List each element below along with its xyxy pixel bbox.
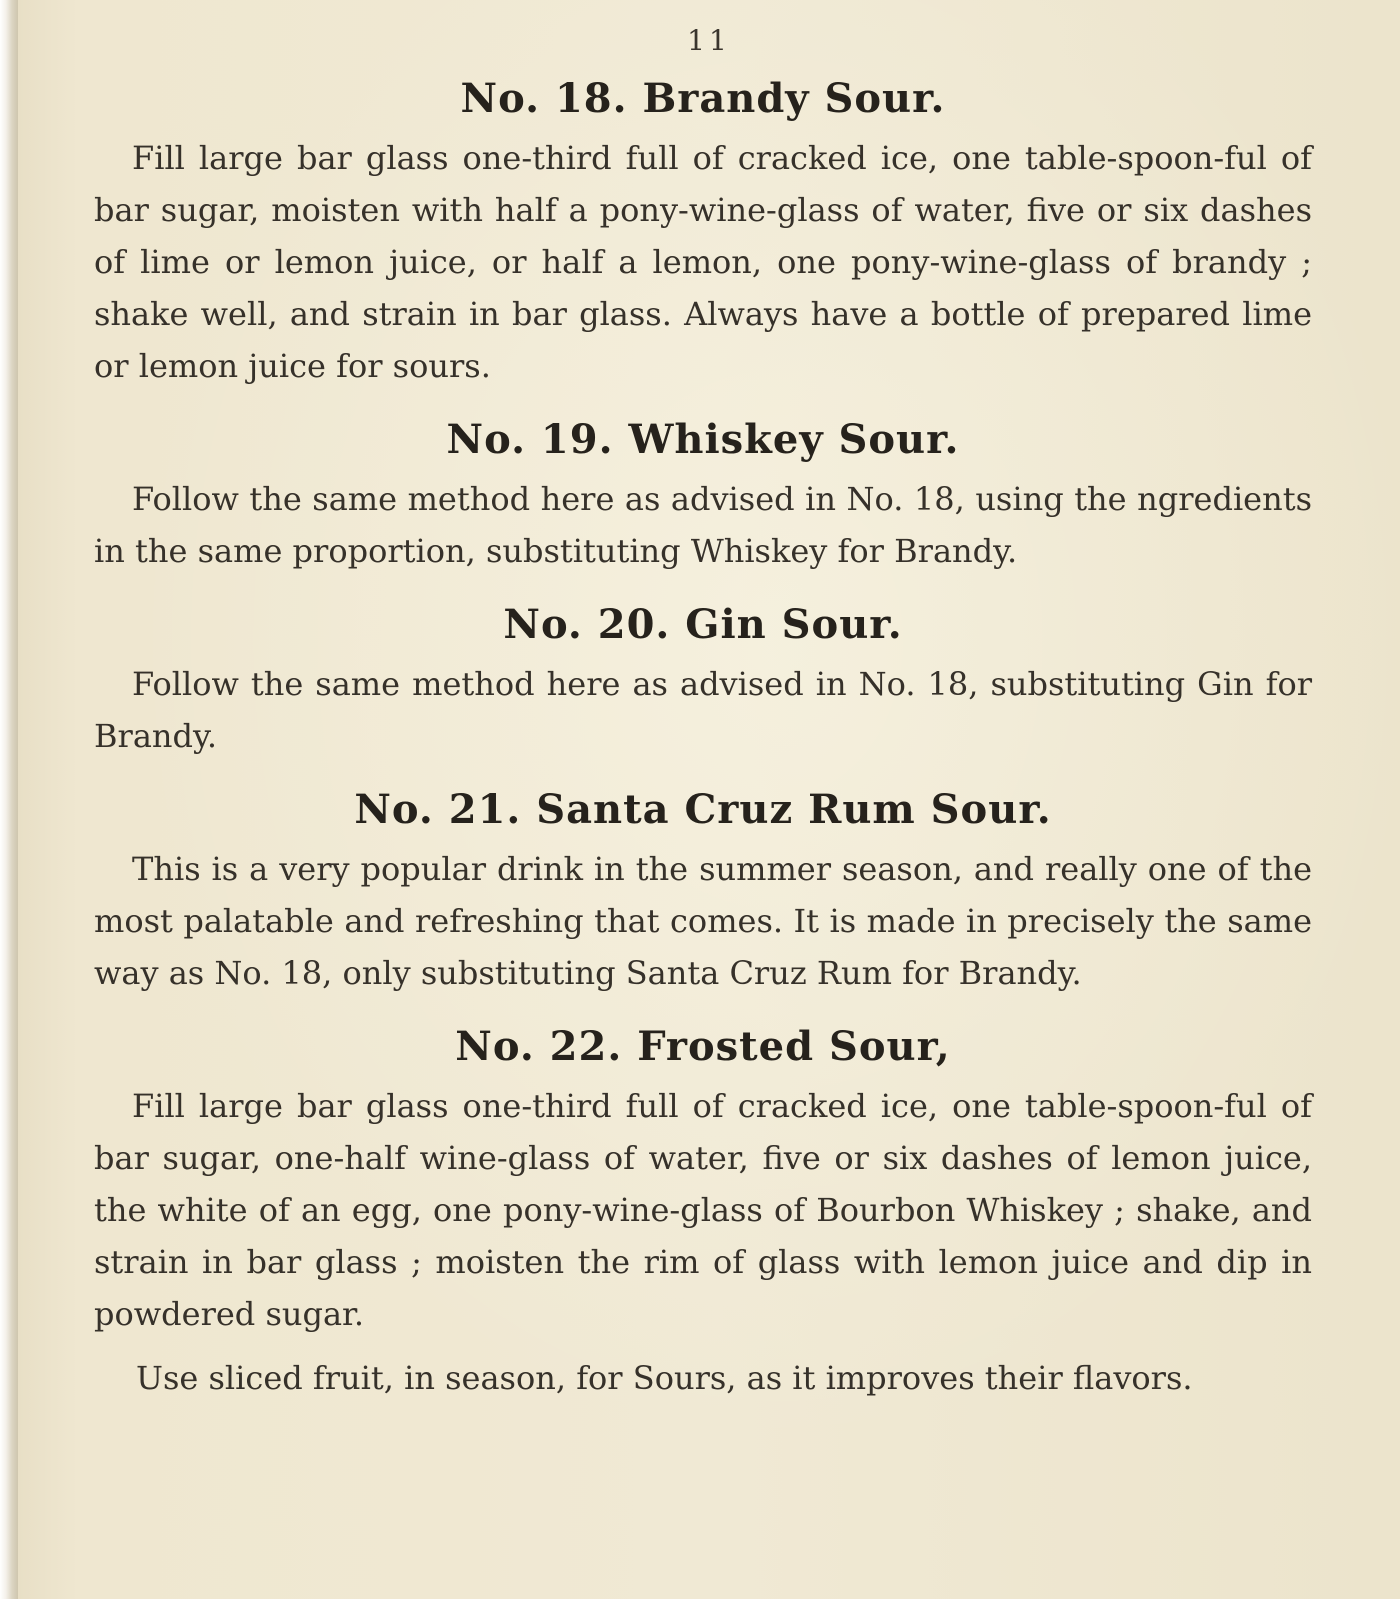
recipe-title: No. 18. Brandy Sour. bbox=[460, 75, 946, 122]
book-page bbox=[18, 0, 1400, 1599]
recipe-title: No. 22. Frosted Sour, bbox=[455, 1023, 951, 1070]
recipe-instructions: Fill large bar glass one-third full of cracked ice, one table-spoon-ful of bar sugar, moisten with half a pony-wine-glass of water, five or six dashes of lime or lemon juice, or half a lemon, one pony-wine-glass of brandy ; shake well, and strain in bar glass. Always have a bottle of prepared lime or lemon juice for sours. bbox=[94, 139, 1312, 385]
recipe-title: No. 21. Santa Cruz Rum Sour. bbox=[354, 786, 1052, 833]
recipe-title: No. 20. Gin Sour. bbox=[503, 601, 903, 648]
recipe-santa-cruz-rum-sour bbox=[94, 786, 1312, 999]
recipe-title: No. 19. Whiskey Sour. bbox=[446, 416, 960, 463]
recipe-whiskey-sour bbox=[94, 416, 1312, 577]
page-binding-edge bbox=[0, 0, 18, 1599]
recipe-instructions: Follow the same method here as advised in No. 18, substituting Gin for Brandy. bbox=[94, 665, 1312, 755]
recipe-gin-sour bbox=[94, 601, 1312, 762]
sours-footnote: Use sliced fruit, in season, for Sours, as it improves their flavors. bbox=[136, 1359, 1193, 1397]
recipe-frosted-sour bbox=[94, 1023, 1312, 1340]
recipe-instructions: Fill large bar glass one-third full of cracked ice, one table-spoon-ful of bar sugar, one-half wine-glass of water, five or six dashes of lemon juice, the white of an egg, one pony-wine-glass of Bourbon Whiskey ; shake, and strain in bar glass ; moisten the rim of glass with lemon juice and dip in powdered sugar. bbox=[94, 1087, 1312, 1333]
recipe-instructions: This is a very popular drink in the summer season, and really one of the most palatable and refreshing that comes. It is made in precisely the same way as No. 18, only substituting Santa Cruz Rum for Brandy. bbox=[94, 850, 1312, 992]
page-content bbox=[94, 24, 1312, 1404]
recipe-brandy-sour bbox=[94, 75, 1312, 392]
page-number: 11 bbox=[687, 24, 731, 57]
recipe-instructions: Follow the same method here as advised in No. 18, using the ngredients in the same proportion, substituting Whiskey for Brandy. bbox=[94, 480, 1312, 570]
